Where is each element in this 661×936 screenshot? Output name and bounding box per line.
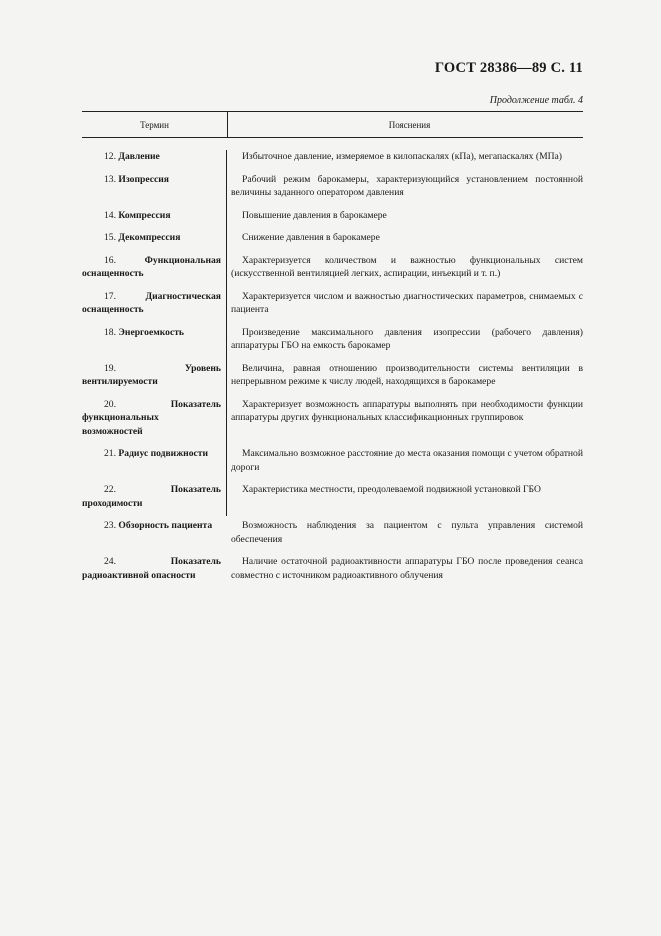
explanation-cell — [221, 231, 583, 245]
explanation-cell — [221, 326, 583, 353]
table-body — [82, 150, 583, 582]
terms-table — [82, 111, 583, 582]
explanation-text: Рабочий режим барокамеры, характеризующийся установлением постоянной величины заданного оператором давления — [231, 173, 583, 198]
term-number: 24. — [104, 556, 116, 567]
table-row — [82, 254, 583, 281]
table-row — [82, 209, 583, 223]
term-cell — [82, 254, 221, 281]
term-cell — [82, 209, 221, 223]
explanation-cell — [221, 555, 583, 582]
term-label: Давление — [118, 151, 160, 162]
term-label: Обзорность пациента — [118, 520, 213, 531]
table-row — [82, 362, 583, 389]
table-continuation-note: Продолжение табл. 4 — [489, 95, 583, 106]
term-cell — [82, 398, 221, 439]
term-cell — [82, 150, 221, 164]
explanation-text: Величина, равная отношению производительности системы вентиляции в непрерывном режиме к числу людей, находящихся в барокамере — [231, 362, 583, 387]
column-divider — [226, 150, 227, 516]
table-header — [82, 111, 583, 138]
explanation-text: Наличие остаточной радиоактивности аппаратуры ГБО после проведения сеанса совместно с источником радиоактивного облучения — [231, 556, 583, 581]
term-cell — [82, 483, 221, 510]
term-number: 16. — [104, 254, 116, 266]
term-number: 18. — [104, 326, 116, 338]
term-label: Показатель радиоактивной опасности — [82, 556, 221, 581]
explanation-text: Возможность наблюдения за пациентом с пульта управления системой обеспечения — [231, 520, 583, 545]
table-row — [82, 231, 583, 245]
term-cell — [82, 519, 221, 546]
term-number: 20. — [104, 398, 116, 410]
term-cell — [82, 362, 221, 389]
term-number: 21. — [104, 448, 116, 459]
explanation-text: Повышение давления в барокамере — [242, 209, 387, 221]
explanation-cell — [221, 290, 583, 317]
term-label: Энергоемкость — [118, 326, 184, 338]
term-label: Изопрессия — [118, 173, 169, 185]
term-number: 13. — [104, 173, 116, 185]
table-row — [82, 519, 583, 546]
term-cell — [82, 326, 221, 353]
explanation-text: Характеристика местности, преодолеваемой подвижной установкой ГБО — [242, 484, 541, 495]
term-cell — [82, 173, 221, 200]
term-label: Уровень вентилируемости — [82, 362, 221, 387]
table-row — [82, 555, 583, 582]
explanation-text: Характеризуется количеством и важностью функциональных систем (искусственной вентиляцией легких, аспирации, инъекций и т. п.) — [231, 254, 583, 279]
table-row — [82, 483, 583, 510]
term-cell — [82, 555, 221, 582]
explanation-cell — [221, 447, 583, 474]
table-row — [82, 173, 583, 200]
term-label: Декомпрессия — [118, 232, 181, 243]
explanation-cell — [221, 150, 583, 164]
explanation-cell — [221, 398, 583, 439]
explanation-text: Характеризует возможность аппаратуры выполнять при необходимости функции аппаратуры других функциональных классификационных группировок — [231, 398, 583, 423]
term-cell — [82, 231, 221, 245]
explanation-cell — [221, 173, 583, 200]
column-header-term: Термин — [140, 119, 169, 130]
term-number: 17. — [104, 290, 116, 302]
term-label: Функциональная оснащенность — [82, 254, 221, 279]
term-number: 15. — [104, 232, 116, 243]
term-label: Диагностическая оснащенность — [82, 290, 221, 315]
explanation-text: Снижение давления в барокамере — [242, 232, 380, 243]
table-row — [82, 447, 583, 474]
column-header-explanation: Пояснения — [227, 112, 583, 137]
term-number: 14. — [104, 209, 116, 221]
term-number: 19. — [104, 362, 116, 374]
explanation-cell — [221, 519, 583, 546]
table-row — [82, 150, 583, 164]
explanation-cell — [221, 254, 583, 281]
term-number: 23. — [104, 520, 116, 531]
term-label: Компрессия — [118, 209, 171, 221]
term-number: 12. — [104, 151, 116, 162]
explanation-text: Характеризуется числом и важностью диагностических параметров, снимаемых с пациента — [231, 290, 583, 315]
term-label: Радиус подвижности — [118, 448, 208, 459]
explanation-text: Избыточное давление, измеряемое в килопаскалях (кПа), мегапаскалях (МПа) — [242, 151, 562, 162]
term-number: 22. — [104, 484, 116, 495]
term-label: Показатель функциональных возможностей — [82, 398, 221, 437]
table-row — [82, 290, 583, 317]
term-label: Показатель проходимости — [82, 484, 221, 509]
explanation-text: Максимально возможное расстояние до места оказания помощи с учетом обратной дороги — [231, 448, 583, 473]
page-header: ГОСТ 28386—89 С. 11 — [434, 60, 583, 76]
explanation-text: Произведение максимального давления изопрессии (рабочего давления) аппаратуры ГБО на емкость барокамер — [231, 326, 583, 351]
explanation-cell — [221, 362, 583, 389]
term-cell — [82, 447, 221, 474]
explanation-cell — [221, 209, 583, 223]
table-row — [82, 398, 583, 439]
term-cell — [82, 290, 221, 317]
explanation-cell — [221, 483, 583, 510]
table-row — [82, 326, 583, 353]
